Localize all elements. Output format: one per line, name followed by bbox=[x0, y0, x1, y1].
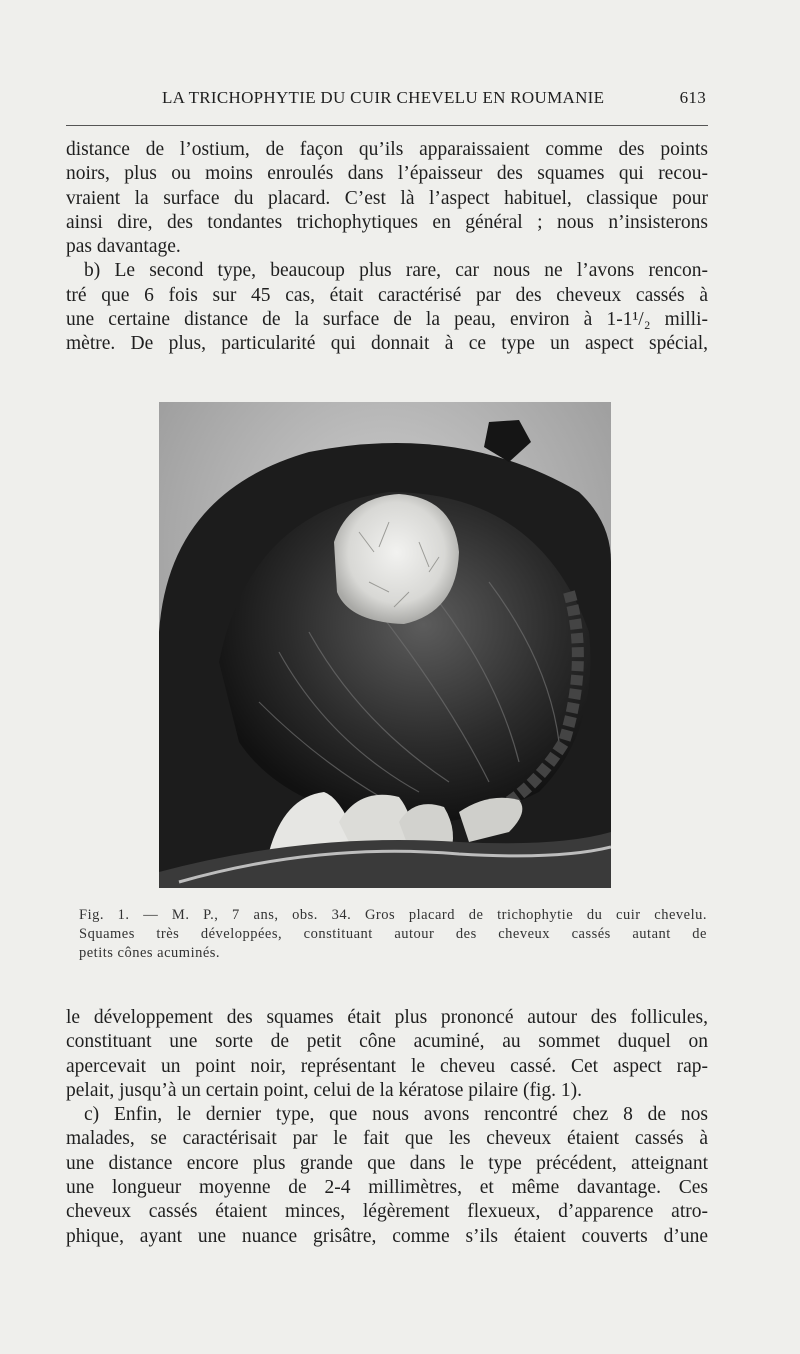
caption-line: Squames très développées, constituant autour des cheveux cassés autant de bbox=[79, 926, 707, 942]
text-line: malades, se caractérisait par le fait que les cheveux étaient cassés à bbox=[66, 1128, 708, 1150]
text-line: b) Le second type, beaucoup plus rare, car nous ne l’avons rencon- bbox=[84, 260, 708, 282]
figure-caption bbox=[79, 906, 707, 963]
text-line: phique, ayant une nuance grisâtre, comme s’ils étaient couverts d’une bbox=[66, 1225, 708, 1247]
text-line: pelait, jusqu’à un certain point, celui de la kératose pilaire (fig. 1). bbox=[66, 1079, 583, 1101]
paragraph-bottom bbox=[66, 1006, 708, 1249]
text-line: constituant une sorte de petit cône acuminé, au sommet duquel on bbox=[66, 1031, 708, 1053]
running-header bbox=[66, 88, 706, 108]
text-line: ainsi dire, des tondantes trichophytiques en général ; nous n’insisterons bbox=[66, 211, 708, 233]
text-line: apercevait un point noir, représentant le cheveu cassé. Cet aspect rap- bbox=[66, 1055, 708, 1077]
text-line: une longueur moyenne de 2-4 millimètres, et même davantage. Ces bbox=[66, 1177, 708, 1199]
text-line: une certaine distance de la surface de la peau, environ à 1-1¹/₂ milli- bbox=[66, 309, 708, 331]
text-line: cheveux cassés étaient minces, légèrement flexueux, d’apparence atro- bbox=[66, 1201, 708, 1223]
text-line: mètre. De plus, particularité qui donnait à ce type un aspect spécial, bbox=[66, 333, 708, 355]
text-line: une distance encore plus grande que dans le type précédent, atteignant bbox=[66, 1152, 708, 1174]
paragraph-top bbox=[66, 138, 708, 357]
text-line: vraient la surface du placard. C’est là l’aspect habituel, classique pour bbox=[66, 187, 708, 209]
text-line: noirs, plus ou moins enroulés dans l’épaisseur des squames qui recou- bbox=[66, 163, 708, 185]
figure-photograph bbox=[159, 402, 611, 888]
caption-line: Fig. 1. — M. P., 7 ans, obs. 34. Gros placard de trichophytie du cuir chevelu. bbox=[79, 907, 707, 923]
text-line: le développement des squames était plus prononcé autour des follicules, bbox=[66, 1007, 708, 1028]
header-rule bbox=[66, 125, 708, 126]
text-line: distance de l’ostium, de façon qu’ils apparaissaient comme des points bbox=[66, 139, 708, 160]
caption-line: petits cônes acuminés. bbox=[79, 945, 221, 961]
scalp-photo-illustration bbox=[159, 402, 611, 888]
page-number: 613 bbox=[679, 88, 706, 107]
text-line: pas davantage. bbox=[66, 236, 181, 258]
running-title: LA TRICHOPHYTIE DU CUIR CHEVELU EN ROUMANIE bbox=[162, 88, 605, 107]
text-line: c) Enfin, le dernier type, que nous avons rencontré chez 8 de nos bbox=[84, 1104, 708, 1126]
text-line: tré que 6 fois sur 45 cas, était caractérisé par des cheveux cassés à bbox=[66, 284, 708, 306]
